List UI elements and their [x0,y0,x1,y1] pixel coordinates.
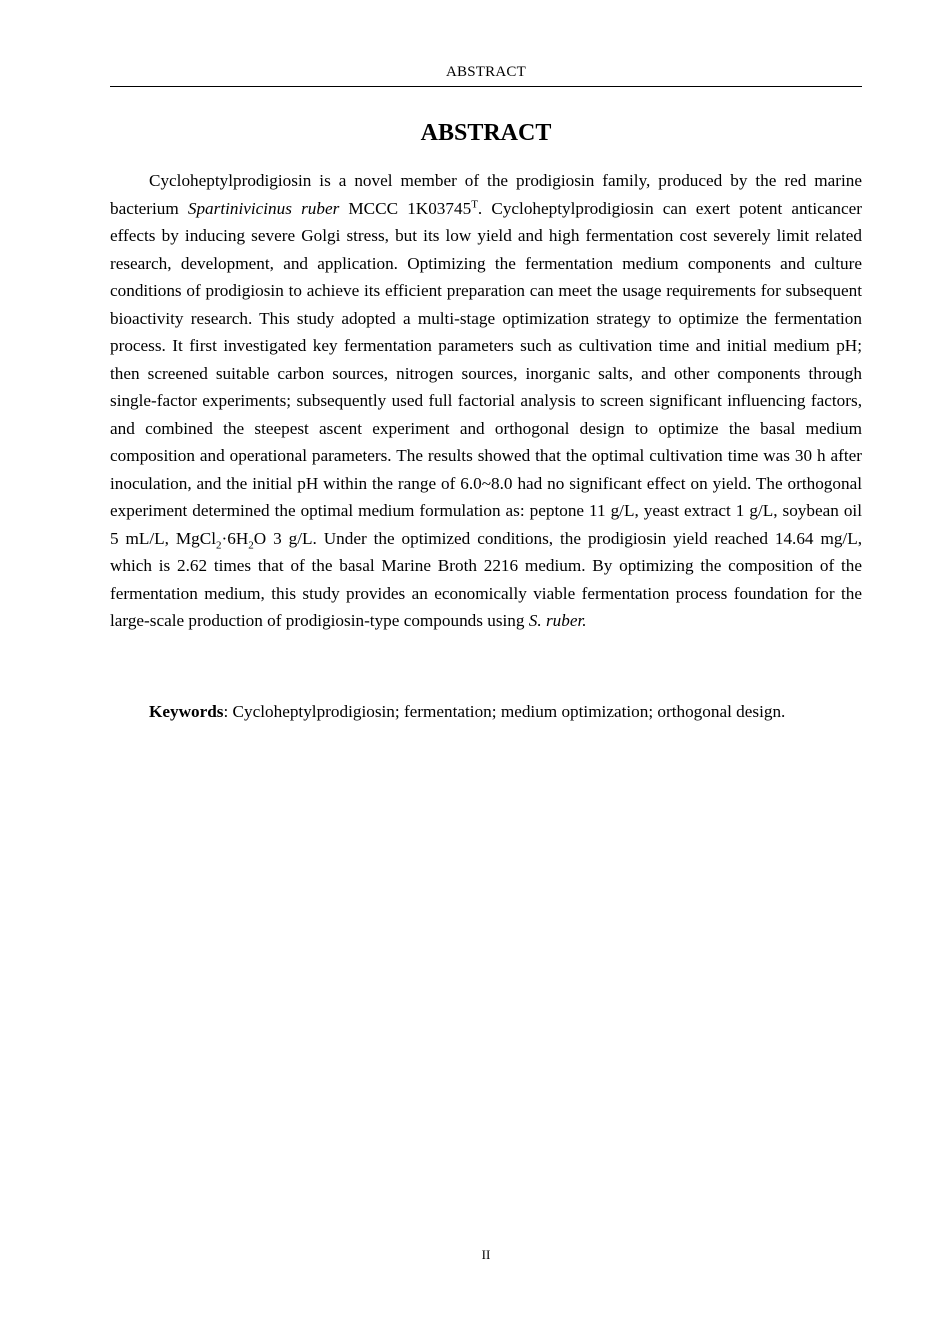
magnesium-subscript: 2 [216,538,222,551]
keywords-line [110,698,862,726]
abstract-text-1: Cycloheptylprodigiosin is a novel member of the prodigiosin family, produced by the red marine bacterium [110,171,862,218]
abstract-text-3: . Cycloheptylprodigiosin can exert potent anticancer effects by inducing severe Golgi stress, but its low yield and high fermentation cost severely limit related research, development, and application. Optimizing the fermentation medium components and culture conditions of prodigiosin to achieve its efficient preparation can meet the usage requirements for subsequent bioactivity research. This study adopted a multi-stage optimization strategy to optimize the fermentation process. It first investigated key fermentation parameters such as cultivation time and initial medium pH; then screened suitable carbon sources, nitrogen sources, inorganic salts, and other components through single-factor experiments; subsequently used full factorial analysis to screen significant influencing factors, and combined the steepest ascent experiment and orthogonal design to optimize the basal medium composition and operational parameters. The results showed that the optimal cultivation time was 30 h after inoculation, and the initial pH within the range of 6.0~8.0 had no significant effect on yield. The orthogonal experiment determined the optimal medium formulation as: peptone 11 g/L, yeast extract 1 g/L, soybean oil 5 mL/L, MgCl [110,198,862,548]
abstract-text-2: MCCC 1K03745 [339,198,472,218]
page-number: II [481,1247,491,1262]
hydrogen-subscript: 2 [248,538,254,551]
species-short-name: S. ruber. [528,611,587,630]
keywords-label: Keywords [149,702,224,721]
abstract-paragraph [110,167,862,635]
type-strain-superscript: T [471,197,478,210]
abstract-text-5: O 3 g/L. Under the optimized conditions, the prodigiosin yield reached 14.64 mg/L, which is 2.62 times that of the basal Marine Broth 2216 medium. By optimizing the composition of the fermentation medium, this study provides an economically viable fermentation process foundation for the large-scale production of prodigiosin-type compounds using [110,528,862,630]
species-name: Spartinivicinus ruber [187,198,340,218]
abstract-text-4: ·6H [221,528,249,548]
page-title: ABSTRACT [420,120,552,146]
running-header: ABSTRACT [446,64,526,80]
keywords-text: : Cycloheptylprodigiosin; fermentation; medium optimization; orthogonal design. [223,702,786,721]
header-rule [110,86,862,87]
